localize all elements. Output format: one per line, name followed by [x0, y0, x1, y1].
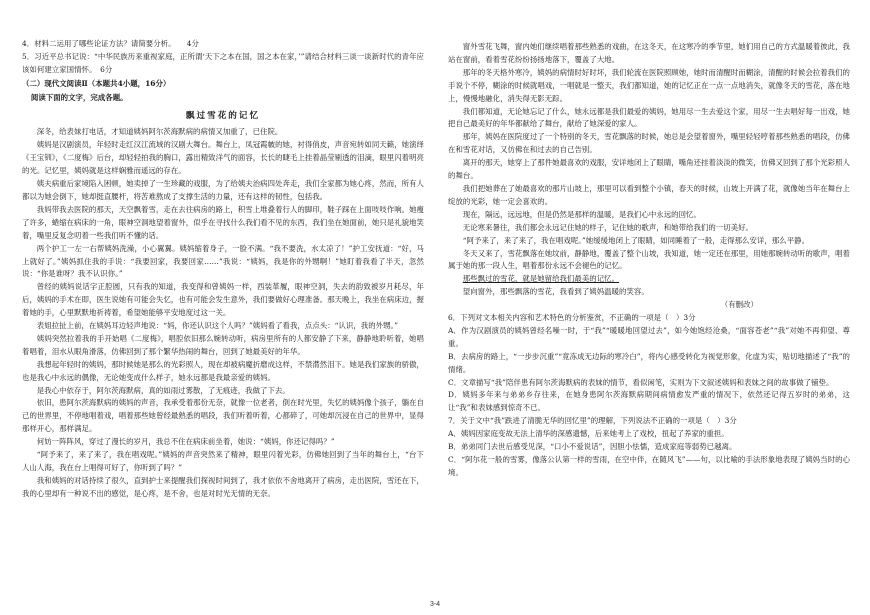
article-paragraph: 我妈带我去医院的那天，天空飘着雪，走在去往病房的路上，积雪上堆叠着行人的脚印，鞋子踩在上面吱吱作响。她瘦了许多，蜷缩在病床的一角，眼神空洞地望着窗外，似乎在寻找什么我们看不见的东西，我们坐在她面前，她只是礼貌地笑着，嘴里反复念叨着一些我们听不懂的话。 [22, 204, 424, 240]
article-paragraph: “阿予来了，来了来了，我在唱戏呢。”姨妈的声音突然来了精神，眼里闪着光彩，仿佛她回到了当年的舞台上，“台下人山人海，我在台上唱得可好了，你听到了吗？” [22, 450, 424, 472]
article-short-line: 现在，隔远，远远地，但是仍然是那样的温暖，是我们心中永远的回忆。 [462, 209, 701, 219]
article-final-line: 望向窗外，那些飘落的雪花，我看到了姨妈温暖的笑容。 [462, 287, 649, 297]
question-6: 6．下列对文本相关内容和艺术特色的分析鉴赏，不正确的一项是（ ）3分 [448, 313, 696, 323]
article-paragraph: 何妨一阵阵风，穿过了漫长的岁月，我总不住在病床前坐着，她说：“姨妈，你还记得吗？” [36, 437, 335, 447]
section-heading: （二）现代文阅读Ⅱ（本题共4小题，16分） [22, 78, 171, 88]
article-paragraph: 是我心中依存于，阿尔茨海默病，真的如雨过雾散，了无痕迹，我做了下去。 [36, 385, 290, 395]
article-paragraph: 两个护工一左一右帮姨妈洗澡，小心翼翼。姨妈缩着身子，一脸不满。“我不要洗，水太凉了！”护工安抚道：“好，马上就好了。”姨妈抓住我的手说：“我要回家，我要回家……”我说：“姨妈，我是你的外甥啊！”她盯着我看了半天，忽然说：“你是谁呀？我不认识你。” [22, 243, 424, 279]
article-paragraph: 我想起年轻时的姨妈，那时候她是那么的光彩照人，现在却被病魔折磨成这样，不禁潸然泪下。她是我们家族的骄傲，也是我心中永远的偶像，无论她变成什么样子，她永远都是我最亲爱的姨妈。 [22, 359, 424, 382]
question-7-option-c: C．“阿尔花一般的雪雾，像落公认第一样的雪雨，在空中伴，在随风飞”——句，以比喻的手法形象地表现了姨妈当时的心境。 [448, 455, 850, 477]
article-title: 飘过雪花的记忆 [185, 110, 261, 121]
article-paragraph: 姨妈是汉剧演员，年轻时走红汉江流域的汉剧大舞台。舞台上，凤冠霞帔的她，衬得俏皮，声音宛转如同天籁，她演绎《王宝钏》，《二度梅》后台，却轻轻拍我的胸口，露出精致洋气的面容，长长的睫毛上挂着晶莹剔透的泪滴，眼里闪着明亮的光。记忆里，姨妈就是这样娴雅而遥远的存在。 [22, 140, 424, 176]
question-6-option-d: D．姨妈多年来与弟弟乡存往来，在她身患阿尔茨海默病期间病情愈发严重的情况下，依然还记得五岁时的弟弟，这让“我”和表妹感到惊奇不已。 [448, 390, 850, 413]
article-paragraph: 那年，姨妈在医院度过了一个特别的冬天，雪花飘落的时候，她总是会望着窗外，嘴里轻轻哼着那些熟悉的唱段，仿佛在和雪花对话，又仿佛在和过去的自己告别。 [448, 132, 850, 155]
left-column [22, 38, 424, 501]
question-7: 7．关于文中“我”跌进了清脆无华的回忆里”的理解，下列说法不正确的一项是（ ）3分 [448, 416, 737, 426]
article-short-line: 无论寒来暑往，我们都会永远记住她的样子，记住她的歌声，和她带给我们的一切美好。 [462, 222, 753, 232]
reading-instruction: 阅读下面的文字，完成各题。 [30, 92, 128, 102]
article-paragraph: 姨夫病重后家境陷入困顿，她卖掉了一生珍藏的戏服，为了给姨夫治病四处奔走，我们全家都为她心疼，然而，所有人都以为她会倒下，她却挺直腰杆，将苦难熬成了支撑生活的力量，还有这样的韧性，包括我。 [22, 179, 424, 201]
question-6-option-c: C．文章描写“我”陪伴患有阿尔茨海默病的表妹的情节，看似闲笔，实则为下文叙述姨妈和表妹之间的故事做了铺垫。 [448, 377, 834, 387]
article-paragraph: 曾经的姨妈说话字正腔圆，只有我的知道，我变得和曾姨妈一样，西装革履，眼神空洞，失去的韵致被岁月耗尽，年后，姨妈的手术在即，医生说她有可能会失忆，也有可能会发生意外，我们要做好心理准备。那天晚上，我坐在病床边，握着她的手，心里默默地祈祷着，希望她能够平安地度过这一关。 [22, 282, 424, 318]
question-7-option-b: B．弟弟同门去世后感受见深，“口小不爱说话”，因胆小怯懦，造成家庭等弱势已越离。 [448, 442, 737, 452]
article-paragraph: 我和姨妈的对话持续了很久，直到护士来提醒我们探视时间到了，我才依依不舍地离开了病房，走出医院，雪还在下，我的心里却有一种说不出的感觉，是心疼，是不舍，也是对时光无情的无奈。 [22, 475, 424, 498]
right-column [448, 41, 850, 480]
article-paragraph: 姨妈突然拉着我的手开始唱《二度梅》，唱腔依旧那么婉转动听，病房里所有的人都安静了下来，静静地聆听着，她唱着唱着，泪水从眼角滑落，仿佛回到了那个繁华热闹的舞台，回到了她最美好的年华。 [22, 333, 424, 356]
page-number: 3-4 [429, 601, 441, 608]
article-paragraph: 冬天又来了，雪花飘落在她坟前，静静地，覆盖了整个山坡，我知道，她一定还在那里，用她那婉转动听的歌声，唱着属于她的那一段人生，唱着那份永远不会褪色的记忆。 [448, 248, 850, 271]
question-5: 5．习近平总书记说：“中华民族历来重视家庭，正所谓‘天下之本在国，国之本在家，’”请结合材料三谈一谈新时代的青年应该如何建立家国情怀。 6分 [22, 51, 424, 74]
question-6-option-a: A．作为汉剧演员的姨妈曾经名噪一时，于“我”“暖暖地回望过去”，如今她饱经沧桑，“面容苍老”“我”对她不再仰望、尊重。 [448, 325, 850, 348]
article-paragraph: 依旧，患阿尔茨海默病的姨妈的声音，我承受着那份无奈，就像一位老者，倒在时光里，失忆的姨妈像个孩子，躺在自己的世界里，不停地唱着戏，唱着那些她曾经最熟悉的唱段，我们听着听着，心都碎了，可她却沉浸在自己的世界中，显得那样开心，那样满足。 [22, 398, 424, 434]
article-paragraph: 离开的那天，她穿上了那件她最喜欢的戏服，安详地闭上了眼睛，嘴角还挂着淡淡的微笑，仿佛又回到了那个光彩照人的舞台。 [448, 158, 850, 181]
article-paragraph: 表姐拉扯上前，在姨妈耳边轻声地说：“妈，你还认识这个人吗？”姨妈看了看我，点点头：“认识，我的外甥。” [36, 321, 399, 331]
article-paragraph: 深冬，给表妹打电话，才知道姨妈阿尔茨海默病的病情又加重了，已住院。 [36, 127, 283, 137]
question-6-option-b: B．去病房的路上，“一步步沉重”“竟冻成无边际的寒冷白”，将内心感受转化为视觉形象，化虚为实，贴切地描述了“我”的情绪。 [448, 351, 850, 374]
article-paragraph: 那年的冬天格外寒冷，姨妈的病情时好时坏，我们轮流在医院照顾她，她时而清醒时而糊涂，清醒的时候会拉着我们的手说个不停，糊涂的时候就唱戏，一唱就是一整天，我们都知道，她的记忆正在一点一点地消失，就像冬天的雪花，落在地上，慢慢地融化，消失得无影无踪。 [448, 67, 850, 103]
article-paragraph: 我们都知道，无论她忘记了什么，她永远都是我们最爱的姨妈，她用尽一生去爱这个家，用尽一生去唱好每一出戏，她把自己最美好的年华都献给了舞台，献给了她深爱的家人。 [448, 106, 850, 129]
question-4: 4．材料二运用了哪些论证方法？请简要分析。 4分 [22, 39, 199, 48]
underlined-sentence: 那些飘过的雪花，就是她留给我们最美的记忆。 [462, 274, 620, 284]
article-source-note: （有删改） [720, 300, 758, 310]
article-paragraph: 我们把她葬在了她最喜欢的那片山坡上，那里可以看到整个小镇，春天的时候，山坡上开满了花，就像她当年在舞台上绽放的光彩，她一定会喜欢的。 [448, 183, 850, 206]
article-paragraph: 窗外雪花飞舞，窗内她们继续唱着那些熟悉的戏曲，在这冬天，在这寒冷的季节里，她们用自己的方式温暖着彼此，我站在窗前，看着雪花纷纷扬扬地落下，覆盖了大地。 [448, 42, 850, 64]
question-7-option-a: A．姨妈因家庭变故无法上清华的深感遗憾，后来她考上了戏校，扭起了养家的重担。 [448, 429, 729, 439]
article-paragraph: “阿予来了，来了来了，我在唱戏呢。”她缓缓地闭上了眼睛，如同睡着了一般，走得那么安详，那么平静。 [462, 235, 810, 245]
